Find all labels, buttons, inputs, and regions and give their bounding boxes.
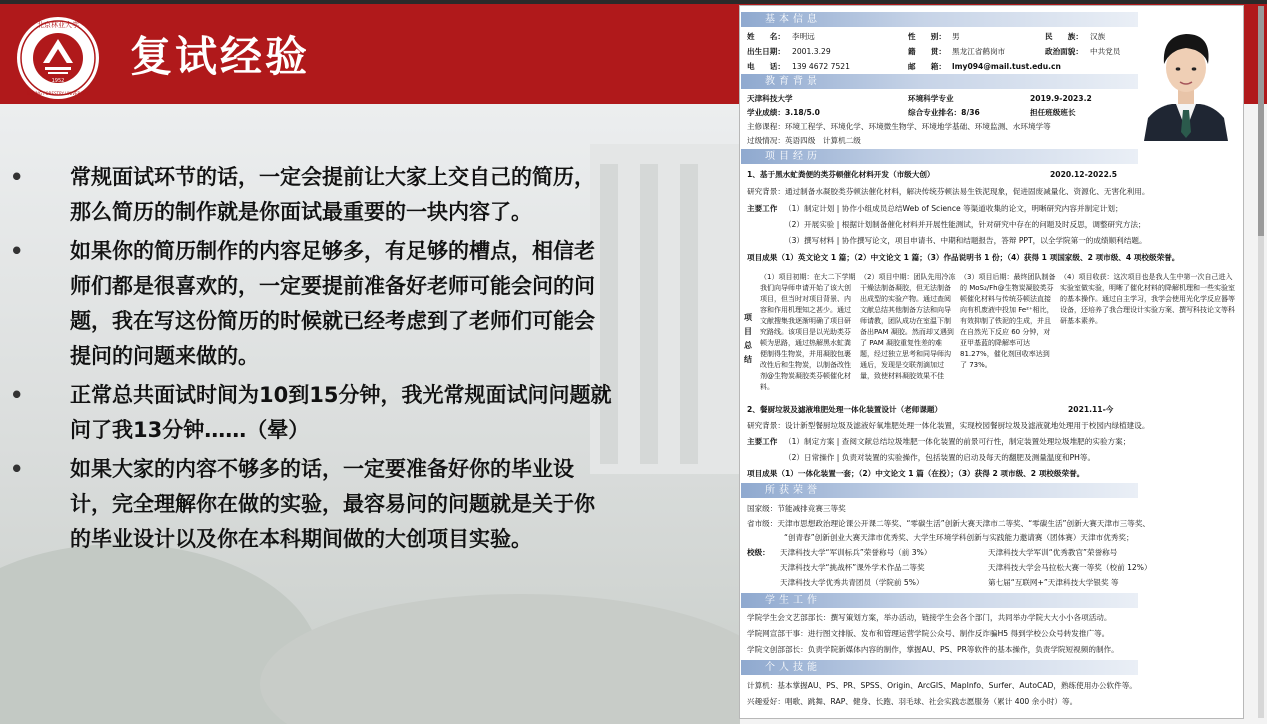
resume-section-skills: 个人技能: [741, 660, 1138, 675]
project1-work-2: （2）开展实验 | 根据计划制备催化材料并开展性能测试，针对研究中存在的问题及时反思，调整研究方法；: [784, 220, 1146, 229]
bullet-dot: •: [10, 239, 24, 263]
resume-gender: 男: [952, 32, 960, 41]
logo-bottom-text: BEIJING FORESTRY UNIVERSITY: [27, 91, 89, 96]
award-city-1: 省市级：天津市思想政治理论课公开课二等奖、“零碳生活”创新大赛天津市二等奖、“零碳生活”创新大赛天津市三等奖、: [747, 519, 1151, 528]
resume-edu-period: 2019.9-2023.2: [1030, 94, 1092, 103]
resume-phone-label: 电 话：: [747, 62, 785, 71]
project2-work-1: （1）制定方案 | 查阅文献总结垃圾堆肥一体化装置的前景可行性，制定装置处理垃圾堆肥的实验方案；: [784, 437, 1131, 446]
project1-period: 2020.12-2022.5: [1050, 170, 1118, 179]
project1-summary-label: 项目总结: [744, 313, 752, 364]
project1-title: 1、基于黑水虻粪便的类芬顿催化材料开发（市级大创）: [747, 170, 935, 179]
logo-year: 1952: [51, 78, 65, 84]
resume-role: 担任班级班长: [1030, 108, 1076, 117]
resume-rank: 综合专业排名：8/36: [908, 108, 980, 117]
project2-title: 2、餐厨垃圾及滤液堆肥处理一体化装置设计（老师课题）: [747, 405, 943, 414]
scrollbar-thumb[interactable]: [1258, 6, 1264, 236]
award-national: 国家级：节能减排竞赛三等奖: [747, 504, 846, 513]
resume-major: 环境科学专业: [908, 94, 954, 103]
bullet-item: [10, 160, 612, 230]
person-portrait-icon: [1138, 14, 1234, 141]
project1-work-label: 主要工作: [747, 204, 778, 213]
award-school-1: 天津科技大学“军训标兵”荣誉称号（前 3%）: [780, 548, 932, 557]
resume-politics-label: 政治面貌：: [1045, 47, 1083, 56]
university-logo-icon: [15, 15, 101, 101]
resume-gender-label: 性 别：: [908, 32, 946, 41]
project1-summary-3: （3）项目后期：最终团队制备的 MoS₂/Fh@生物炭凝胶类芬顿催化材料与传统芬顿法直接向有机废液中投加 Fe²⁺相比，有效抑制了铁泥的生成，并且在自然光下反应 60 分钟，对亚甲基蓝的降解率可达 81.27%，催化剂回收率达到了 73%。: [960, 273, 1056, 369]
resume-section-projects: 项目经历: [741, 149, 1138, 164]
bullet-item: [10, 234, 612, 374]
bullet-dot: •: [10, 165, 24, 189]
project2-work-2: （2）日常操作 | 负责对装置的实验操作，包括装置的启动及每天的翻肥及测量温度和PH等。: [784, 453, 1096, 462]
bullet-text: 常规面试环节的话，一定会提前让大家上交自己的简历，那么简历的制作就是你面试最重要的一块内容了。: [70, 165, 595, 224]
project1-results: 项目成果（1）英文论文 1 篇；（2）中文论文 1 篇；（3）作品说明书 1 份；（4）获得 1 项国家级、2 项市级、4 项校级荣誉。: [747, 253, 1180, 262]
project2-background: 研究背景：设计新型餐厨垃圾及滤液好氧堆肥处理一体化装置，实现校园餐厨垃圾及滤液就地处理用于校园内绿植建设。: [747, 421, 1150, 430]
project2-period: 2021.11-今: [1068, 405, 1114, 414]
resume-section-awards: 所获荣誉: [741, 483, 1138, 498]
award-city-2: “创青春”创新创业大赛天津市优秀奖、大学生环境学科创新与实践能力邀请赛（团体赛）天津市优秀奖；: [784, 533, 1134, 542]
slide-title: 复试经验: [130, 32, 311, 81]
resume-courses: 主修课程：环境工程学、环境化学、环境微生物学、环境地学基础、环境监测、水环境学等: [747, 122, 1051, 131]
resume-birth-label: 出生日期：: [747, 47, 785, 56]
resume-ethnic: 汉族: [1090, 32, 1106, 41]
resume-name-label: 姓 名：: [747, 32, 785, 41]
resume-section-work: 学生工作: [741, 593, 1138, 608]
bullet-item: [10, 378, 612, 448]
resume-email-label: 邮 箱：: [908, 62, 946, 71]
project1-work-1: （1）制定计划 | 协作小组成员总结Web of Science 等渠道收集的论文，明晰研究内容并制定计划；: [784, 204, 1123, 213]
resume-section-basic: 基本信息: [741, 12, 1138, 27]
project2-work-label: 主要工作: [747, 437, 778, 446]
project2-results: 项目成果（1）一体化装置一套；（2）中文论文 1 篇（在投）；（3）获得 2 项市级、2 项校级荣誉。: [747, 469, 1085, 478]
award-school-4: 天津科技大学会马拉松大赛一等奖（校前 12%）: [988, 563, 1152, 572]
project1-background: 研究背景：通过制备水凝胶类芬顿法催化材料，解决传统芬顿法易生铁泥现象，促进固废减量化、资源化、无害化利用。: [747, 187, 1150, 196]
bullet-item: [10, 452, 612, 557]
bullet-text: 如果你的简历制作的内容足够多，有足够的槽点，相信老师们都是很喜欢的，一定要提前准备好老师可能会问的问题，我在写这份简历的时候就已经考虑到了老师们可能会提问的问题来做的。: [70, 239, 595, 368]
resume-politics: 中共党员: [1090, 47, 1121, 56]
bullet-list: [10, 160, 612, 561]
resume-image: [739, 5, 1244, 719]
work-item-1: 学院学生会文艺部部长：撰写策划方案，举办活动，链接学生会各个部门，共同举办学院大大小小各项活动。: [747, 613, 1112, 622]
bullet-dot: •: [10, 457, 24, 481]
project1-summary-4: （4）项目收获：这次项目也是我人生中第一次自己进入实验室做实验，明晰了催化材料的降解机理和一些实验室的基本操作。通过自主学习，我学会使用光化学反应器等设备，还培养了我合理设计实验方案、撰写科技论文等科研基本素养。: [1060, 273, 1235, 325]
skill-item-1: 计算机：基本掌握AU、PS、PR、SPSS、Origin、ArcGIS、MapInfo、Surfer、AutoCAD，熟练使用办公软件等。: [747, 681, 1137, 690]
resume-origin: 黑龙江省鹤岗市: [952, 47, 1006, 56]
award-school-3: 天津科技大学“挑战杯”课外学术作品二等奖: [780, 563, 925, 572]
award-school-label: 校级：: [747, 548, 770, 557]
resume-tests: 过级情况：英语四级 计算机二级: [747, 136, 861, 145]
resume-ethnic-label: 民 族：: [1045, 32, 1083, 41]
resume-school: 天津科技大学: [747, 94, 793, 103]
bullet-text: 正常总共面试时间为10到15分钟，我光常规面试问问题就问了我13分钟……（晕）: [70, 383, 612, 442]
skill-item-2: 兴趣爱好：唱歌、跳舞、RAP、健身、长跑、羽毛球、社会实践志愿服务（累计 400 余小时）等。: [747, 697, 1078, 706]
resume-origin-label: 籍 贯：: [908, 47, 946, 56]
resume-section-education: 教育背景: [741, 74, 1138, 89]
award-school-2: 天津科技大学军训“优秀教官”荣誉称号: [988, 548, 1118, 557]
resume-email: lmy094@mail.tust.edu.cn: [952, 62, 1061, 71]
resume-phone: 139 4672 7521: [792, 62, 850, 71]
award-school-6: 第七届“互联网+”天津科技大学银奖 等: [988, 578, 1119, 587]
resume-gpa: 学业成绩：3.18/5.0: [747, 108, 820, 117]
resume-name: 李明远: [792, 32, 815, 41]
resume-birth: 2001.3.29: [792, 47, 831, 56]
bullet-dot: •: [10, 383, 24, 407]
logo-top-text: 北京林业大学: [37, 21, 79, 29]
project1-summary-1: （1）项目初期：在大二下学期我们向导师申请开始了该大创项目，但当时对项目背景、内容和作用机理知之甚少。通过文献搜集我逐渐明确了项目研究路线。该项目是以光助类芬顿为思路，通过热解黑水虻粪便制得生物炭，并用凝胶包裹改性后和生物炭，以制备改性剂@生物炭凝胶类芬顿催化材料。: [760, 273, 856, 391]
resume-avatar: [1138, 14, 1234, 141]
bullet-text: 如果大家的内容不够多的话，一定要准备好你的毕业设计，完全理解你在做的实验，最容易问的问题就是关于你的毕业设计以及你在本科期间做的大创项目实验。: [70, 457, 595, 551]
project1-work-3: （3）撰写材料 | 协作撰写论文，项目申请书、中期和结题报告，答辩 PPT，以全学院第一的成绩顺利结题。: [784, 236, 1147, 245]
project1-summary-2: （2）项目中期：团队先用冷冻干燥法制备凝胶，但无法制备出成型的实验产物。通过查阅文献总结其他制备方法和向导师请教，团队成功在室温下制备出PAM 凝胶。然而却又遇到了 PAM 凝胶重复性差的难题，经过独立思考和同导师沟通后，发现是交联剂滴加过量，致使材料凝胶效果不佳: [860, 273, 956, 380]
award-school-5: 天津科技大学优秀共青团员（学院前 5%）: [780, 578, 924, 587]
work-item-2: 学院网宣部干事：进行图文排版、发布和管理运营学院公众号、制作反诈骗H5 得到学校公众号转发推广等。: [747, 629, 1110, 638]
work-item-3: 学院文创部部长：负责学院新媒体内容的制作，掌握AU、PS、PR等软件的基本操作，负责学院短视频的制作。: [747, 645, 1119, 654]
